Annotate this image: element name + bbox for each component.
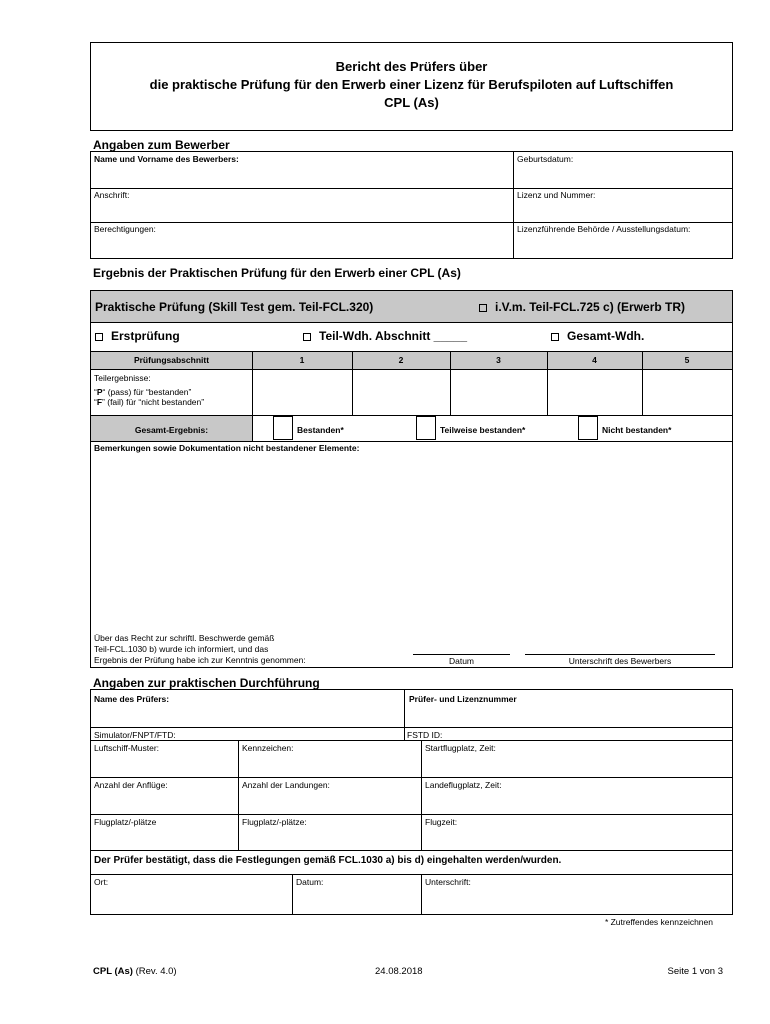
ratings-field-label[interactable]: Berechtigungen:: [94, 224, 156, 234]
name-field-label[interactable]: Name und Vorname des Bewerbers:: [94, 154, 239, 164]
airfield-label-1[interactable]: Flugplatz/-plätze: [94, 817, 157, 827]
remarks-field[interactable]: [93, 456, 730, 626]
partial-repeat-option[interactable]: [303, 329, 467, 343]
title-line-3: CPL (As): [384, 95, 439, 110]
passed-checkbox[interactable]: [273, 416, 293, 440]
section-4-header: 4: [592, 355, 597, 365]
title-box: [90, 42, 733, 131]
full-repeat-label: Gesamt-Wdh.: [567, 329, 645, 343]
full-repeat-checkbox-icon[interactable]: [551, 333, 559, 341]
failed-checkbox[interactable]: [578, 416, 598, 440]
flight-time-label[interactable]: Flugzeit:: [425, 817, 458, 827]
failed-label: Nicht bestanden*: [602, 425, 672, 435]
partially-passed-label: Teilweise bestanden*: [440, 425, 526, 435]
partial-results-label: Teilergebnisse:: [94, 373, 151, 383]
section-header: Prüfungsabschnitt: [133, 355, 210, 365]
examiner-license-label[interactable]: Prüfer- und Lizenznummer: [409, 694, 517, 704]
section-2-header: 2: [398, 355, 404, 365]
license-field-label[interactable]: Lizenz und Nummer:: [517, 190, 596, 200]
landings-label[interactable]: Anzahl der Landungen:: [242, 780, 330, 790]
approaches-label[interactable]: Anzahl der Anflüge:: [94, 780, 168, 790]
appeal-text-2: Teil-FCL.1030 b) wurde ich informiert, und das: [94, 644, 269, 654]
pass-legend: “P“ (pass) für “bestanden”: [94, 387, 192, 397]
appeal-text-3: Ergebnis der Prüfung habe ich zur Kenntnis genommen:: [94, 655, 306, 665]
overall-result-label: Gesamt-Ergebnis:: [134, 425, 209, 435]
footer-date: 24.08.2018: [375, 966, 423, 977]
execution-table: [90, 689, 733, 915]
section-5-result[interactable]: [643, 370, 732, 415]
ivm-label: i.V.m. Teil-FCL.725 c) (Erwerb TR): [495, 300, 686, 314]
footer-doc-id: CPL (As) (Rev. 4.0): [93, 966, 177, 977]
section-3-header: 3: [496, 355, 501, 365]
ivm-option[interactable]: [479, 300, 685, 314]
remarks-label: Bemerkungen sowie Dokumentation nicht bestandener Elemente:: [94, 443, 360, 453]
ivm-checkbox-icon[interactable]: [479, 304, 487, 312]
title-line-2: die praktische Prüfung für den Erwerb einer Lizenz für Berufspiloten auf Luftschiffen: [149, 77, 674, 92]
fstd-id-label[interactable]: FSTD ID:: [407, 730, 443, 740]
birthdate-field-label[interactable]: Geburtsdatum:: [517, 154, 574, 164]
first-exam-label: Erstprüfung: [111, 329, 180, 343]
full-repeat-option[interactable]: [551, 329, 644, 343]
partial-repeat-checkbox-icon[interactable]: [303, 333, 311, 341]
execution-section-title: Angaben zur praktischen Durchführung: [93, 676, 320, 690]
confirmation-text: Der Prüfer bestätigt, dass die Festlegungen gemäß FCL.1030 a) bis d) eingehalten werden/wurden.: [94, 855, 562, 866]
airfield-label-2[interactable]: Flugplatz/-plätze:: [242, 817, 307, 827]
title-line-1: Bericht des Prüfers über: [335, 59, 488, 74]
applicant-date-label[interactable]: Datum: [448, 656, 475, 666]
simulator-label[interactable]: Simulator/FNPT/FTD:: [94, 730, 176, 740]
section-1-result[interactable]: [253, 370, 351, 415]
first-exam-checkbox-icon[interactable]: [95, 333, 103, 341]
first-exam-option[interactable]: [95, 329, 180, 343]
result-table: [90, 290, 733, 668]
footer-page: Seite 1 von 3: [667, 966, 723, 977]
applicant-signature-label[interactable]: Unterschrift des Bewerbers: [568, 656, 672, 666]
section-1-header: 1: [299, 355, 305, 365]
partial-repeat-label: Teil-Wdh. Abschnitt _____: [319, 329, 468, 343]
applicant-table: [90, 151, 733, 259]
departure-label[interactable]: Startflugplatz, Zeit:: [425, 743, 496, 753]
fail-legend: “F” (fail) für “nicht bestanden”: [94, 397, 205, 407]
model-label[interactable]: Luftschiff-Muster:: [94, 743, 160, 753]
section-2-result[interactable]: [353, 370, 449, 415]
examiner-signature-label[interactable]: Unterschrift:: [425, 877, 471, 887]
registration-label[interactable]: Kennzeichen:: [242, 743, 294, 753]
appeal-text-1: Über das Recht zur schriftl. Beschwerde gemäß: [94, 633, 275, 643]
section-5-header: 5: [684, 355, 690, 365]
authority-field-label[interactable]: Lizenzführende Behörde / Ausstellungsdatum:: [517, 224, 691, 234]
result-section-title: Ergebnis der Praktischen Prüfung für den Erwerb einer CPL (As): [93, 266, 461, 280]
address-field-label[interactable]: Anschrift:: [94, 190, 130, 200]
footnote: * Zutreffendes kennzeichnen: [604, 917, 713, 927]
applicant-section-title: Angaben zum Bewerber: [93, 138, 230, 152]
skill-test-label: Praktische Prüfung (Skill Test gem. Teil-FCL.320): [95, 300, 374, 314]
place-label[interactable]: Ort:: [94, 877, 109, 887]
partially-passed-checkbox[interactable]: [416, 416, 436, 440]
section-4-result[interactable]: [548, 370, 641, 415]
examiner-name-label[interactable]: Name des Prüfers:: [94, 694, 170, 704]
passed-label: Bestanden*: [297, 425, 344, 435]
exam-date-label[interactable]: Datum:: [296, 877, 324, 887]
arrival-label[interactable]: Landeflugplatz, Zeit:: [425, 780, 502, 790]
section-3-result[interactable]: [451, 370, 546, 415]
